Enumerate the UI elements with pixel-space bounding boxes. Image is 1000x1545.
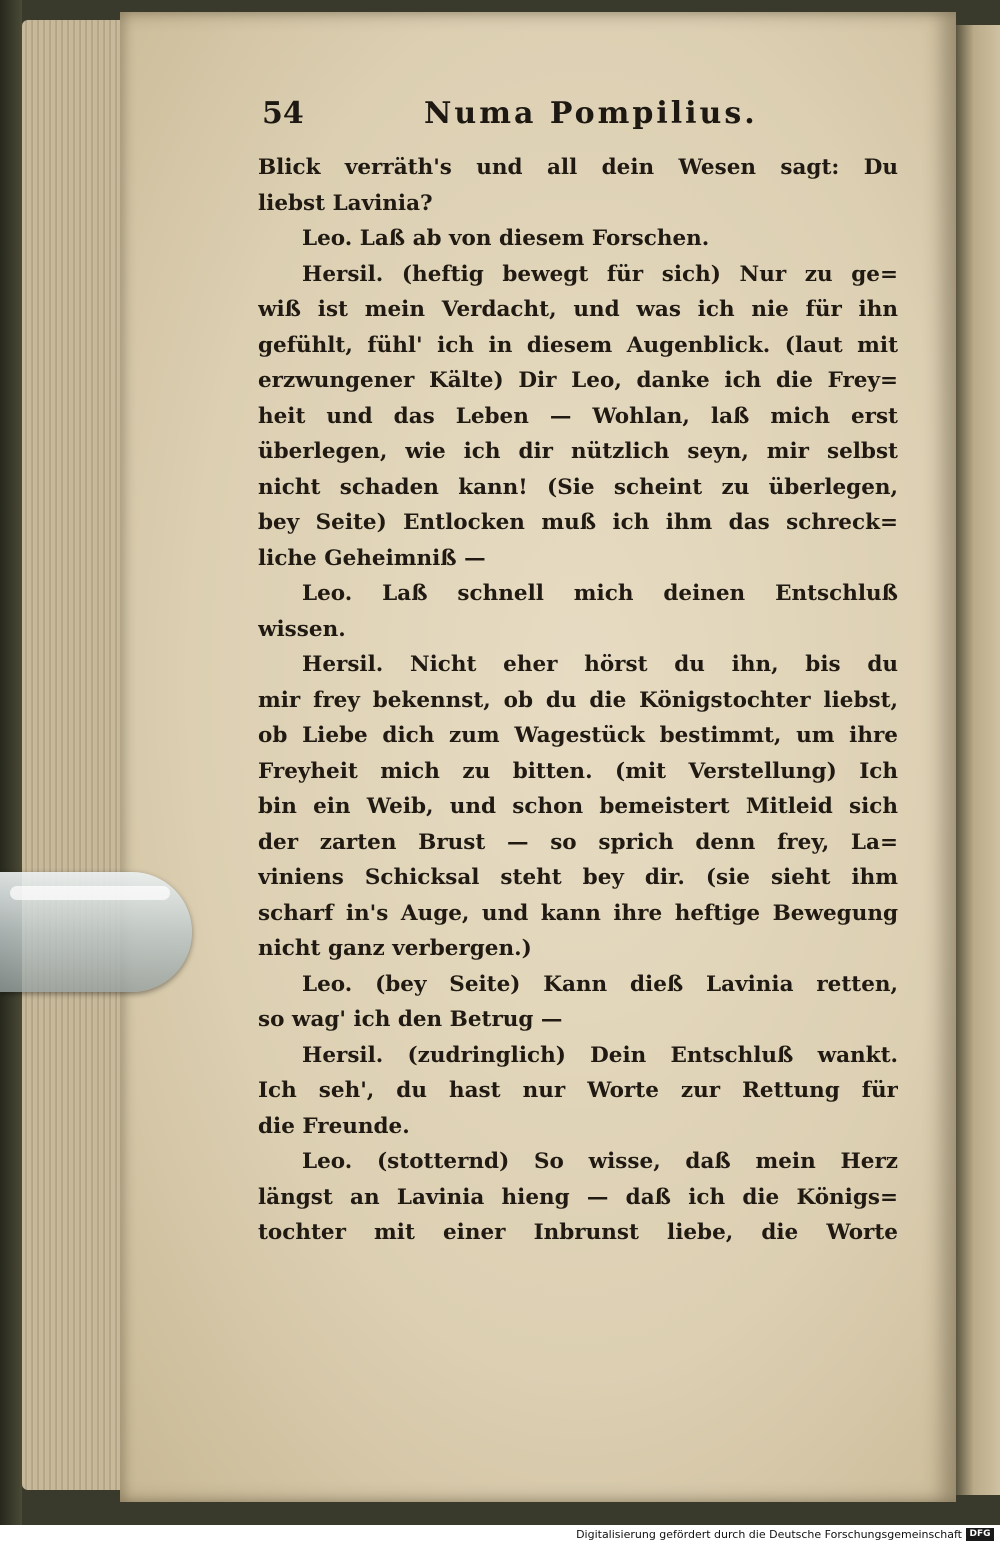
- body-text: [258, 150, 898, 1251]
- text-line: so wag' ich den Betrug —: [258, 1007, 563, 1032]
- text-line: mir frey bekennst, ob du die Königstochter liebst,: [258, 687, 898, 713]
- running-title: Numa Pompilius.: [424, 96, 758, 131]
- text-line: Hersil. (heftig bewegt für sich) Nur zu ge=: [302, 261, 898, 287]
- text-line: ob Liebe dich zum Wagestück bestimmt, um ihre: [258, 723, 898, 748]
- text-line: bey Seite) Entlocken muß ich ihm das schreck=: [258, 510, 898, 535]
- text-line: nicht ganz verbergen.): [258, 936, 532, 961]
- text-line: wiß ist mein Verdacht, und was ich nie für ihn: [258, 297, 898, 322]
- text-line: viniens Schicksal steht bey dir. (sie sieht ihm: [258, 865, 898, 890]
- text-line: nicht schaden kann! (Sie scheint zu überlegen,: [258, 474, 898, 500]
- text-line: Freyheit mich zu bitten. (mit Verstellung) Ich: [258, 758, 898, 784]
- text-line: Hersil. (zudringlich) Dein Entschluß wankt.: [302, 1042, 898, 1068]
- dfg-logo: DFG: [966, 1528, 994, 1541]
- page-edges: [22, 20, 122, 1490]
- text-line: gefühlt, fühl' ich in diesem Augenblick. (laut mit: [258, 332, 898, 358]
- page-header: [262, 96, 782, 140]
- text-line: Leo. (bey Seite) Kann dieß Lavinia retten,: [302, 971, 898, 997]
- text-line: längst an Lavinia hieng — daß ich die Königs=: [258, 1184, 898, 1210]
- glass-page-holder: [0, 872, 192, 992]
- text-line: liche Geheimniß —: [258, 545, 486, 571]
- text-line: Leo. Laß schnell mich deinen Entschluß: [302, 581, 898, 606]
- funding-credit: Digitalisierung gefördert durch die Deutsche Forschungsgemeinschaft: [576, 1528, 962, 1541]
- page-number: 54: [262, 96, 304, 131]
- text-line: heit und das Leben — Wohlan, laß mich erst: [258, 403, 898, 429]
- text-line: überlegen, wie ich dir nützlich seyn, mir selbst: [258, 439, 898, 464]
- text-line: der zarten Brust — so sprich denn frey, La=: [258, 829, 898, 855]
- footer-bar: [0, 1525, 1000, 1545]
- text-line: Ich seh', du hast nur Worte zur Rettung für: [258, 1078, 898, 1103]
- text-line: tochter mit einer Inbrunst liebe, die Worte: [258, 1220, 898, 1245]
- facing-page-edge: [956, 25, 1000, 1495]
- text-line: wissen.: [258, 616, 346, 642]
- text-line: bin ein Weib, und schon bemeistert Mitleid sich: [258, 794, 898, 819]
- text-line: Blick verräth's und all dein Wesen sagt: Du: [258, 155, 898, 180]
- text-line: Leo. (stotternd) So wisse, daß mein Herz: [302, 1149, 898, 1174]
- text-line: Leo. Laß ab von diesem Forschen.: [302, 226, 710, 251]
- text-line: Hersil. Nicht eher hörst du ihn, bis du: [302, 652, 898, 677]
- text-line: scharf in's Auge, und kann ihre heftige Bewegung: [258, 900, 898, 926]
- text-line: liebst Lavinia?: [258, 190, 433, 216]
- text-line: erzwungener Kälte) Dir Leo, danke ich die Frey=: [258, 368, 898, 393]
- book-cover-edge: [0, 0, 22, 1525]
- text-line: die Freunde.: [258, 1113, 410, 1139]
